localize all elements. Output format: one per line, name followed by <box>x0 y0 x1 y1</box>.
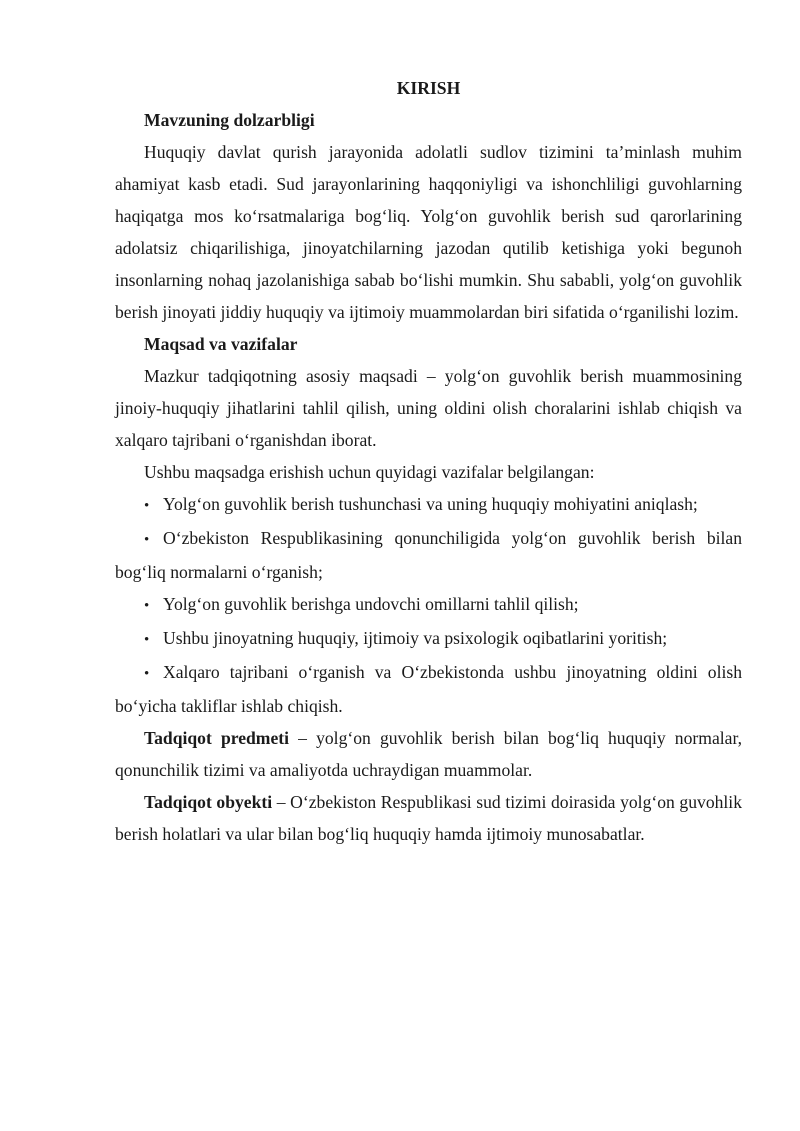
research-subject-paragraph <box>115 722 742 786</box>
bullet-icon: • <box>144 532 150 548</box>
relevance-paragraph: Huquqiy davlat qurish jarayonida adolatli sudlov tizimini ta’minlash muhim ahamiyat kasb etadi. Sud jarayonlarining haqqoniyligi va ishonchliligi guvohlarning haqiqatga mos ko‘rsatmalariga bog‘liq. Yolg‘on guvohlik berish sud qarorlarining adolatsiz chiqarilishiga, jinoyatchilarning jazodan qutilib ketishiga yoki begunoh insonlarning nohaq jazolanishiga sabab bo‘lishi mumkin. Shu sababli, yolg‘on guvohlik berish jinoyati jiddiy huquqiy va ijtimoiy muammolardan biri sifatida o‘rganilishi lozim. <box>115 142 742 322</box>
tasks-intro: Ushbu maqsadga erishish uchun quyidagi vazifalar belgilangan: <box>144 462 595 482</box>
task-list-item <box>115 488 742 522</box>
task-list-item <box>115 656 742 722</box>
bullet-icon: • <box>144 498 150 514</box>
task-text: Xalqaro tajribani o‘rganish va O‘zbekistonda ushbu jinoyatning oldini olish bo‘yicha takliflar ishlab chiqish. <box>115 662 742 716</box>
goal-paragraph: Mazkur tadqiqotning asosiy maqsadi – yolg‘on guvohlik berish muammosining jinoiy-huquqiy jihatlarini tahlil qilish, uning oldini olish choralarini ishlab chiqish va xalqaro tajribani o‘rganishdan iborat. <box>115 366 742 450</box>
task-text: Yolg‘on guvohlik berishga undovchi omillarni tahlil qilish; <box>163 594 579 614</box>
research-object-paragraph <box>115 786 742 850</box>
bullet-icon: • <box>144 598 150 614</box>
bullet-icon: • <box>144 666 150 682</box>
bullet-icon: • <box>144 632 150 648</box>
section-heading-goals: Maqsad va vazifalar <box>144 334 298 354</box>
page-title: KIRISH <box>396 78 461 98</box>
document-content <box>115 72 742 850</box>
task-list-item <box>115 588 742 622</box>
research-object-text: – O‘zbekiston Respublikasi sud tizimi doirasida yolg‘on guvohlik berish holatlari va ular bilan bog‘liq huquqiy hamda ijtimoiy munosabatlar. <box>115 792 742 844</box>
task-text: Ushbu jinoyatning huquqiy, ijtimoiy va psixologik oqibatlarini yoritish; <box>163 628 668 648</box>
task-list-item <box>115 622 742 656</box>
section-heading-relevance: Mavzuning dolzarbligi <box>144 110 315 130</box>
research-subject-label: Tadqiqot predmeti <box>144 728 290 748</box>
task-text: O‘zbekiston Respublikasining qonunchiligida yolg‘on guvohlik berish bilan bog‘liq normalarni o‘rganish; <box>115 528 742 582</box>
task-text: Yolg‘on guvohlik berish tushunchasi va uning huquqiy mohiyatini aniqlash; <box>163 494 698 514</box>
task-list-item <box>115 522 742 588</box>
research-subject-text: – yolg‘on guvohlik berish bilan bog‘liq huquqiy normalar, qonunchilik tizimi va amaliyotda uchraydigan muammolar. <box>115 728 743 780</box>
research-object-label: Tadqiqot obyekti <box>144 792 273 812</box>
